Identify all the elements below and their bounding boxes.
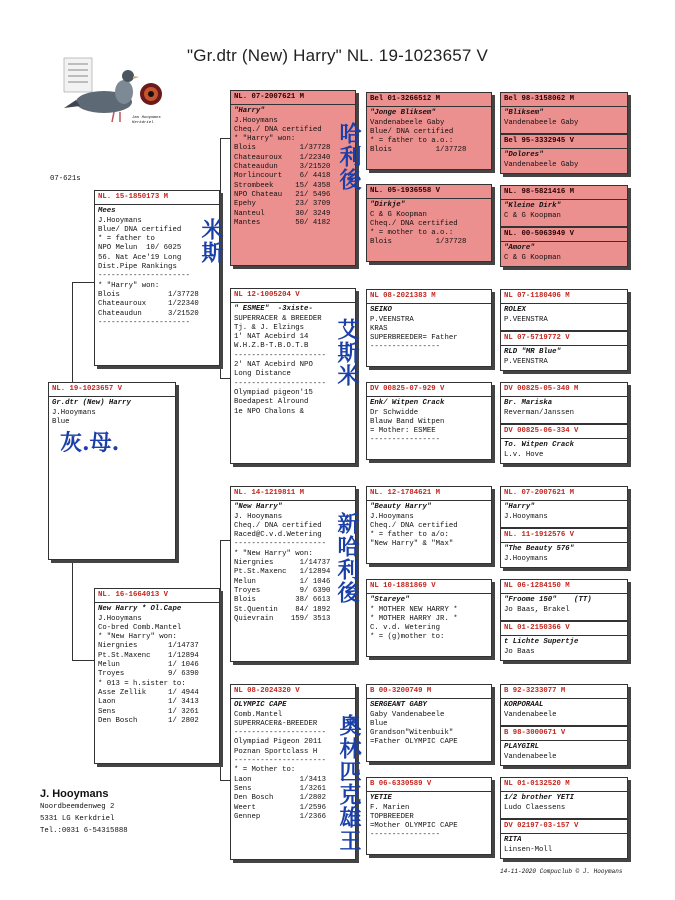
g4-card: NL 06-1284150 M "Froome 150" (TT) Jo Baas, Brakel bbox=[500, 579, 628, 621]
g4-card: DV 00825-06-334 V To. Witpen Crack L.v. Hove bbox=[500, 424, 628, 464]
g4-card: B 92-3233077 M KORPORAAL Vandenabeele bbox=[500, 684, 628, 726]
handwritten-note: 灰.母. bbox=[60, 430, 120, 456]
g3-card: DV 00825-07-929 V Enk/ Witpen Crack Dr Schwidde Blauw Band Witpen = Mother: ESMEE ---------------- bbox=[366, 382, 492, 460]
g3-card: B 00-3200749 M SERGEANT GABY Gaby Vandenabeele Blue Grandson"Witenbuik" =Father OLYMPIC CAPE bbox=[366, 684, 492, 762]
g4-card: NL. 07-2007621 M "Harry" J.Hooymans bbox=[500, 486, 628, 528]
g3-card: NL 10-1881869 V "Stareye" * MOTHER NEW HARRY * * MOTHER HARRY JR. * C. v.d. Wetering * = (g)mother to: bbox=[366, 579, 492, 657]
g4-card: NL 01-2150366 V t Lichte Supertje Jo Baas bbox=[500, 621, 628, 661]
g4-card: NL 07-5719772 V RLD "MR Blue" P.VEENSTRA bbox=[500, 331, 628, 371]
sire-card: NL. 15-1850173 M Mees J.Hooymans Blue/ DNA certified * = father to NPO Melun 10/ 6025 56. Nat Ace'19 Long Dist.Pipe Rankings --------------------- * "Harry" won: Blois 1/37728 Chateauroux 1/22340 Chateaudun 3/21520 --------------------- bbox=[94, 190, 220, 366]
owner-block: J. Hooymans Noordbeemdenweg 2 5331 LG Kerkdriel Tel.:0031 6-54315888 bbox=[40, 788, 128, 835]
g3-card: NL. 05-1936558 V "Dirkje" C & G Koopman Cheq./ DNA certified * = mother to a.o.: Blois 1/37728 bbox=[366, 184, 492, 262]
small-code: 07-621s bbox=[50, 175, 81, 183]
footer: 14-11-2020 Compuclub © J. Hooymans bbox=[500, 868, 623, 875]
handwritten-note: 艾斯米 bbox=[334, 318, 360, 387]
logo-caption: Jan Hooymans Kerkdriel bbox=[132, 116, 161, 125]
g3-card: NL. 12-1784621 M "Beauty Harry" J.Hooymans Cheq./ DNA certified * = father to a/o: "New Harry" & "Max" bbox=[366, 486, 492, 564]
granddam-dam-card: NL 08-2024320 V OLYMPIC CAPE Comb.Mantel SUPERRACER&-BREEDER --------------------- Olympiad Pigeon 2011 Poznan Sportclass H --------------------- * = Mother to: Laon 1/3413 Sens 1/3261 Den Bosch 1/2802 Weert 1/2596 Gennep 1/2366 bbox=[230, 684, 356, 860]
page-title: "Gr.dtr (New) Harry" NL. 19-1023657 V bbox=[186, 46, 489, 65]
g4-card: DV 02197-03-157 V RITA Linsen-Moll bbox=[500, 819, 628, 859]
handwritten-note: 米斯 bbox=[198, 218, 224, 264]
g4-card: NL. 00-5063949 V "Amore" C & G Koopman bbox=[500, 227, 628, 267]
handwritten-note: 新哈利後 bbox=[334, 512, 360, 604]
granddam-sire-card: NL 12-1005204 V " ESMEE" -3xiste- SUPERRACER & BREEDER Tj. & J. Elzings 1' NAT Acebird 14 W.H.Z.B-T.B.O.T.B --------------------- 2' NAT Acebird NPO Long Distance --------------------- Olympiad pigeon'15 Boedapest Alround 1e NPO Chalons & bbox=[230, 288, 356, 464]
g4-card: NL 01-0132520 M 1/2 brother YETI Ludo Claessens bbox=[500, 777, 628, 819]
g4-card: Bel 95-3332945 V "Dolores" Vandenabeele Gaby bbox=[500, 134, 628, 174]
subject-ring: NL. 19-1023657 V bbox=[52, 385, 123, 393]
grandsire-sire-card: NL. 07-2007621 M "Harry" J.Hooymans Cheq./ DNA certified * "Harry" won: Blois 1/37728 Chateauroux 1/22340 Chateaudun 3/21520 Morlincourt 6/ 4418 Strombeek 15/ 4358 NPO Chateau 21/ 5496 Epehy 23/ 3709 Nanteul 30/ 3249 Mantes 50/ 4182 bbox=[230, 90, 356, 266]
dam-card: NL. 16-1664013 V New Harry * Ol.Cape J.Hooymans Co-bred Comb.Mantel * "New Harry" won: Niergnies 1/14737 Pt.St.Maxenc 1/12894 Melun 1/ 1046 Troyes 9/ 6390 * 013 = h.sister to: Asse Zellik 1/ 4944 Laon 1/ 3413 Sens 1/ 3261 Den Bosch 1/ 2802 bbox=[94, 588, 220, 764]
g3-card: NL 08-2021383 M SEIKO P.VEENSTRA KRAS SUPERBREEDER= Father ---------------- bbox=[366, 289, 492, 367]
handwritten-note: 奧林匹克雄王 bbox=[336, 714, 362, 852]
g3-card: B 06-6330589 V YETIE F. Marien TOPBREEDER =Mother OLYMPIC CAPE ---------------- bbox=[366, 777, 492, 855]
grandsire-dam-card: NL. 14-1219811 M "New Harry" J. Hooymans Cheq./ DNA certified Raced@C.v.d.Wetering --------------------- * "New Harry" won: Niergnies 1/14737 Pt.St.Maxenc 1/12894 Melun 1/ 1046 Troyes 9/ 6390 Blois 38/ 6613 St.Quentin 84/ 1892 Quievrain 159/ 3513 bbox=[230, 486, 356, 662]
g3-card: Bel 01-3266512 M "Jonge Bliksem" Vandenabeele Gaby Blue/ DNA certified * = father to a.o.: Blois 1/37728 bbox=[366, 92, 492, 170]
g4-card: NL. 98-5821416 M "Kleine Dirk" C & G Koopman bbox=[500, 185, 628, 227]
g4-card: NL. 11-1912576 V "The Beauty 576" J.Hooymans bbox=[500, 528, 628, 568]
g4-card: Bel 98-3158062 M "Bliksem" Vandenabeele Gaby bbox=[500, 92, 628, 134]
handwritten-note: 哈利後 bbox=[336, 122, 362, 191]
subject-card: NL. 19-1023657 V Gr.dtr (New) Harry J.Hooymans Blue bbox=[48, 382, 176, 560]
g4-card: DV 00825-05-340 M Br. Mariska Reverman/Janssen bbox=[500, 382, 628, 424]
owner-name: J. Hooymans bbox=[40, 788, 109, 800]
g4-card: B 98-3000671 V PLAYGIRL Vandenabeele bbox=[500, 726, 628, 766]
g4-card: NL 07-1180406 M ROLEX P.VEENSTRA bbox=[500, 289, 628, 331]
